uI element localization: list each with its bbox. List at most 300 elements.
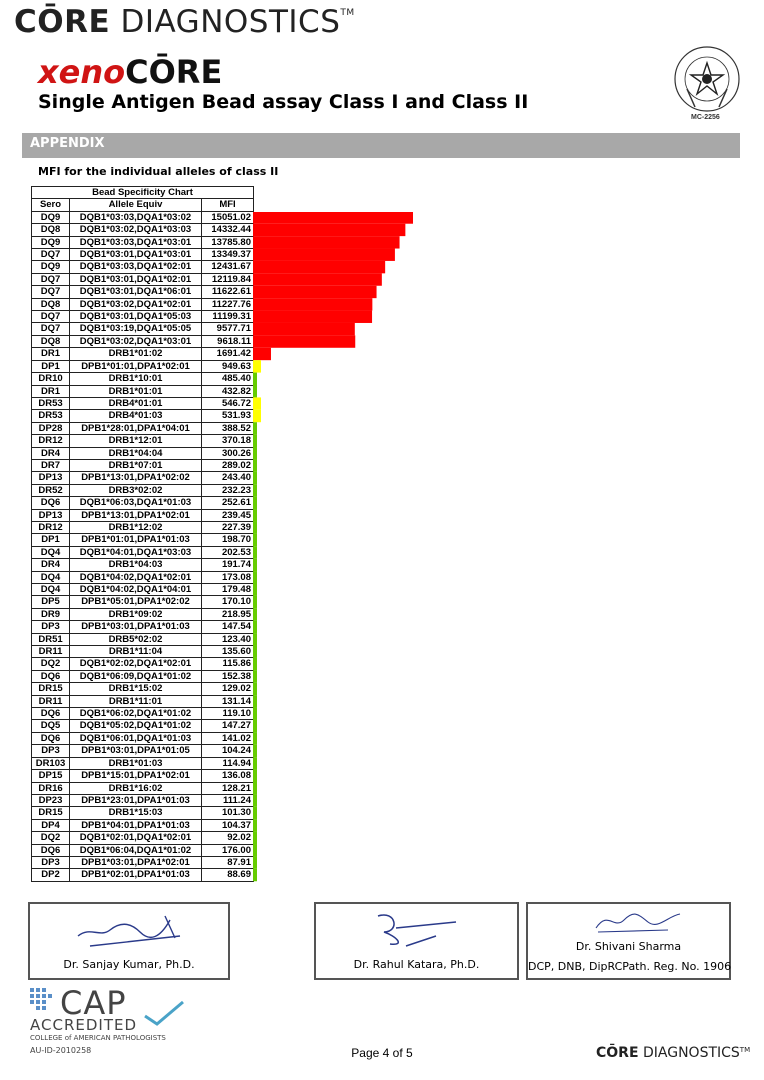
mfi-cell: 14332.44 — [202, 224, 254, 236]
allele-cell: DRB1*01:03 — [70, 757, 202, 769]
mfi-cell: 173.08 — [202, 571, 254, 583]
allele-cell: DRB1*16:02 — [70, 782, 202, 794]
allele-cell: DRB1*12:01 — [70, 435, 202, 447]
table-row — [32, 335, 254, 347]
mfi-bar — [253, 534, 257, 546]
sero-cell: DQ6 — [32, 844, 70, 856]
allele-cell: DQB1*03:02,DQA1*03:03 — [70, 224, 202, 236]
allele-cell: DQB1*02:01,DQA1*02:01 — [70, 832, 202, 844]
sero-cell: DP3 — [32, 856, 70, 868]
sero-cell: DP1 — [32, 534, 70, 546]
sero-cell: DP28 — [32, 422, 70, 434]
sero-cell: DR11 — [32, 695, 70, 707]
allele-cell: DPB1*23:01,DPA1*01:03 — [70, 794, 202, 806]
table-row — [32, 323, 254, 335]
sero-cell: DQ6 — [32, 708, 70, 720]
mfi-bar — [253, 646, 257, 658]
cap-logo-text: CAP — [60, 984, 127, 1022]
cap-id: AU-ID-2010258 — [30, 1046, 92, 1055]
sero-cell: DP3 — [32, 621, 70, 633]
mfi-cell: 11227.76 — [202, 298, 254, 310]
allele-cell: DPB1*03:01,DPA1*02:01 — [70, 856, 202, 868]
mfi-cell: 11199.31 — [202, 311, 254, 323]
table-row — [32, 794, 254, 806]
sero-cell: DQ5 — [32, 720, 70, 732]
table-caption: Bead Specificity Chart — [32, 187, 254, 199]
allele-cell: DQB1*03:02,DQA1*02:01 — [70, 298, 202, 310]
table-row — [32, 596, 254, 608]
sero-cell: DR1 — [32, 348, 70, 360]
allele-cell: DPB1*13:01,DPA1*02:01 — [70, 509, 202, 521]
allele-cell: DPB1*05:01,DPA1*02:02 — [70, 596, 202, 608]
mfi-bar — [253, 584, 257, 596]
mfi-cell: 88.69 — [202, 869, 254, 881]
sero-cell: DR4 — [32, 559, 70, 571]
mfi-bar — [253, 708, 257, 720]
header-mfi: MFI — [202, 199, 254, 211]
allele-cell: DRB1*09:02 — [70, 608, 202, 620]
signatory-2-name: Dr. Rahul Katara, Ph.D. — [353, 958, 480, 971]
cap-full-name: COLLEGE of AMERICAN PATHOLOGISTS — [30, 1034, 166, 1042]
sero-cell: DQ8 — [32, 298, 70, 310]
mfi-bar — [253, 273, 382, 285]
mfi-bar — [253, 683, 257, 695]
mfi-bar — [253, 447, 257, 459]
table-row — [32, 211, 254, 223]
page-number: Page 4 of 5 — [351, 1046, 413, 1060]
table-row — [32, 273, 254, 285]
mfi-cell: 388.52 — [202, 422, 254, 434]
sero-cell: DP2 — [32, 869, 70, 881]
mfi-bar — [253, 484, 257, 496]
table-row — [32, 546, 254, 558]
table-row — [32, 621, 254, 633]
mfi-bar — [253, 782, 257, 794]
allele-cell: DQB1*03:19,DQA1*05:05 — [70, 323, 202, 335]
allele-cell: DRB1*15:02 — [70, 683, 202, 695]
allele-cell: DRB5*02:02 — [70, 633, 202, 645]
allele-cell: DPB1*01:01,DPA1*02:01 — [70, 360, 202, 372]
mfi-cell: 191.74 — [202, 559, 254, 571]
signature-box-2 — [314, 902, 519, 980]
mfi-bar — [253, 844, 257, 856]
sero-cell: DQ7 — [32, 249, 70, 261]
allele-cell: DQB1*03:01,DQA1*06:01 — [70, 286, 202, 298]
sero-cell: DQ9 — [32, 211, 70, 223]
mfi-bar — [253, 261, 385, 273]
mfi-cell: 135.60 — [202, 646, 254, 658]
mfi-cell: 12431.67 — [202, 261, 254, 273]
mfi-cell: 147.54 — [202, 621, 254, 633]
table-row — [32, 646, 254, 658]
mfi-bar — [253, 335, 355, 347]
allele-cell: DPB1*15:01,DPA1*02:01 — [70, 770, 202, 782]
table-row — [32, 732, 254, 744]
mfi-cell: 176.00 — [202, 844, 254, 856]
allele-cell: DQB1*04:02,DQA1*04:01 — [70, 584, 202, 596]
cap-accredited: ACCREDITED — [30, 1016, 138, 1034]
sero-cell: DQ9 — [32, 236, 70, 248]
mfi-cell: 129.02 — [202, 683, 254, 695]
mfi-cell: 252.61 — [202, 497, 254, 509]
table-row — [32, 720, 254, 732]
accreditation-code: MC-2256 — [691, 114, 720, 121]
table-row — [32, 373, 254, 385]
allele-cell: DQB1*04:01,DQA1*03:03 — [70, 546, 202, 558]
mfi-bar — [253, 794, 257, 806]
mfi-cell: 289.02 — [202, 459, 254, 471]
mfi-cell: 12119.84 — [202, 273, 254, 285]
core-diagnostics-logo: CŌRE DIAGNOSTICS™ — [14, 4, 355, 40]
table-row — [32, 348, 254, 360]
table-row — [32, 683, 254, 695]
mfi-cell: 243.40 — [202, 472, 254, 484]
mfi-cell: 300.26 — [202, 447, 254, 459]
mfi-bar — [253, 298, 372, 310]
header-sero: Sero — [32, 199, 70, 211]
sero-cell: DR15 — [32, 807, 70, 819]
signature-2-icon — [366, 906, 466, 952]
sero-cell: DQ4 — [32, 571, 70, 583]
sero-cell: DQ7 — [32, 273, 70, 285]
mfi-bar — [253, 348, 271, 360]
table-row — [32, 807, 254, 819]
mfi-cell: 949.63 — [202, 360, 254, 372]
allele-cell: DQB1*03:03,DQA1*02:01 — [70, 261, 202, 273]
table-row — [32, 559, 254, 571]
sero-cell: DR52 — [32, 484, 70, 496]
mfi-bar — [253, 732, 257, 744]
allele-cell: DRB1*15:03 — [70, 807, 202, 819]
sero-cell: DQ4 — [32, 584, 70, 596]
mfi-cell: 227.39 — [202, 521, 254, 533]
sero-cell: DR10 — [32, 373, 70, 385]
table-row — [32, 757, 254, 769]
sero-cell: DP1 — [32, 360, 70, 372]
table-row — [32, 819, 254, 831]
mfi-bar — [253, 695, 257, 707]
table-row — [32, 410, 254, 422]
mfi-bar — [253, 869, 257, 881]
table-row — [32, 521, 254, 533]
mfi-cell: 1691.42 — [202, 348, 254, 360]
mfi-cell: 15051.02 — [202, 211, 254, 223]
allele-cell: DQB1*06:03,DQA1*01:03 — [70, 497, 202, 509]
sero-cell: DR53 — [32, 410, 70, 422]
mfi-cell: 13785.80 — [202, 236, 254, 248]
mfi-bar — [253, 658, 257, 670]
signature-1-icon — [70, 908, 190, 952]
allele-cell: DRB1*11:04 — [70, 646, 202, 658]
sero-cell: DQ8 — [32, 335, 70, 347]
mfi-cell: 111.24 — [202, 794, 254, 806]
sero-cell: DQ2 — [32, 832, 70, 844]
allele-cell: DPB1*02:01,DPA1*01:03 — [70, 869, 202, 881]
table-row — [32, 633, 254, 645]
table-row — [32, 286, 254, 298]
mfi-bar — [253, 670, 257, 682]
sero-cell: DQ6 — [32, 670, 70, 682]
allele-cell: DQB1*03:01,DQA1*05:03 — [70, 311, 202, 323]
table-row — [32, 770, 254, 782]
table-row — [32, 571, 254, 583]
sero-cell: DQ4 — [32, 546, 70, 558]
sero-cell: DR15 — [32, 683, 70, 695]
mfi-bar — [253, 410, 261, 422]
mfi-cell: 9577.71 — [202, 323, 254, 335]
allele-cell: DRB1*01:02 — [70, 348, 202, 360]
table-row — [32, 509, 254, 521]
mfi-bar — [253, 856, 257, 868]
mfi-bar — [253, 497, 257, 509]
table-row — [32, 447, 254, 459]
mfi-bar — [253, 596, 257, 608]
mfi-bar — [253, 770, 257, 782]
sero-cell: DQ7 — [32, 323, 70, 335]
signatory-1-name: Dr. Sanjay Kumar, Ph.D. — [63, 958, 195, 971]
mfi-bar — [253, 249, 395, 261]
allele-cell: DRB3*02:02 — [70, 484, 202, 496]
sero-cell: DP13 — [32, 472, 70, 484]
sero-cell: DR1 — [32, 385, 70, 397]
nabl-seal-icon — [673, 45, 741, 113]
signature-box-3 — [526, 902, 731, 980]
mfi-bar — [253, 559, 257, 571]
allele-cell: DQB1*02:02,DQA1*02:01 — [70, 658, 202, 670]
section-label: MFI for the individual alleles of class II — [38, 165, 279, 178]
footer-logo: CŌRE DIAGNOSTICS™ — [596, 1045, 751, 1061]
table-row — [32, 695, 254, 707]
table-row — [32, 435, 254, 447]
table-row — [32, 397, 254, 409]
sero-cell: DR9 — [32, 608, 70, 620]
table-row — [32, 856, 254, 868]
mfi-cell: 147.27 — [202, 720, 254, 732]
allele-cell: DRB1*04:03 — [70, 559, 202, 571]
mfi-cell: 115.86 — [202, 658, 254, 670]
bead-specificity-table — [31, 186, 254, 882]
xenocore-logo: xenoCŌRE — [38, 53, 223, 91]
table-row — [32, 422, 254, 434]
mfi-bar — [253, 435, 257, 447]
table-row — [32, 708, 254, 720]
allele-cell: DQB1*05:02,DQA1*01:02 — [70, 720, 202, 732]
mfi-bar — [253, 807, 257, 819]
sero-cell: DQ7 — [32, 286, 70, 298]
signature-3-icon — [588, 906, 688, 936]
sero-cell: DQ6 — [32, 732, 70, 744]
mfi-cell: 104.24 — [202, 745, 254, 757]
mfi-cell: 218.95 — [202, 608, 254, 620]
allele-cell: DRB1*11:01 — [70, 695, 202, 707]
mfi-bar — [253, 720, 257, 732]
sero-cell: DP3 — [32, 745, 70, 757]
mfi-bar-chart — [253, 212, 433, 890]
table-row — [32, 298, 254, 310]
allele-cell: DRB1*04:04 — [70, 447, 202, 459]
mfi-cell: 202.53 — [202, 546, 254, 558]
mfi-bar — [253, 621, 257, 633]
allele-cell: DRB1*01:01 — [70, 385, 202, 397]
table-row — [32, 497, 254, 509]
sero-cell: DP23 — [32, 794, 70, 806]
mfi-bar — [253, 236, 400, 248]
allele-cell: DQB1*03:01,DQA1*03:01 — [70, 249, 202, 261]
sero-cell: DP15 — [32, 770, 70, 782]
mfi-bar — [253, 571, 257, 583]
allele-cell: DRB4*01:01 — [70, 397, 202, 409]
mfi-bar — [253, 360, 261, 372]
signature-box-1 — [28, 902, 230, 980]
sero-cell: DR7 — [32, 459, 70, 471]
sero-cell: DR51 — [32, 633, 70, 645]
table-row — [32, 869, 254, 881]
table-row — [32, 745, 254, 757]
table-row — [32, 782, 254, 794]
allele-cell: DPB1*04:01,DPA1*01:03 — [70, 819, 202, 831]
allele-cell: DRB1*10:01 — [70, 373, 202, 385]
allele-cell: DQB1*06:01,DQA1*01:03 — [70, 732, 202, 744]
mfi-bar — [253, 521, 257, 533]
mfi-cell: 131.14 — [202, 695, 254, 707]
mfi-bar — [253, 224, 405, 236]
signatory-3-credentials: DCP, DNB, DipRCPath. Reg. No. 1906 — [528, 960, 732, 973]
cap-check-icon — [143, 1000, 185, 1026]
sero-cell: DQ9 — [32, 261, 70, 273]
table-row — [32, 261, 254, 273]
table-row — [32, 385, 254, 397]
allele-cell: DRB1*12:02 — [70, 521, 202, 533]
sero-cell: DR53 — [32, 397, 70, 409]
table-row — [32, 608, 254, 620]
mfi-cell: 198.70 — [202, 534, 254, 546]
mfi-cell: 179.48 — [202, 584, 254, 596]
mfi-cell: 123.40 — [202, 633, 254, 645]
mfi-cell: 239.45 — [202, 509, 254, 521]
mfi-bar — [253, 745, 257, 757]
sero-cell: DR16 — [32, 782, 70, 794]
mfi-bar — [253, 323, 355, 335]
appendix-banner — [22, 133, 740, 158]
table-row — [32, 459, 254, 471]
allele-cell: DRB1*07:01 — [70, 459, 202, 471]
table-row — [32, 224, 254, 236]
table-row — [32, 658, 254, 670]
table-row — [32, 832, 254, 844]
mfi-bar — [253, 373, 257, 385]
sero-cell: DR12 — [32, 435, 70, 447]
mfi-bar — [253, 212, 413, 224]
mfi-bar — [253, 546, 257, 558]
mfi-cell: 104.37 — [202, 819, 254, 831]
mfi-bar — [253, 311, 372, 323]
sero-cell: DR103 — [32, 757, 70, 769]
cap-dots-icon — [28, 986, 58, 1016]
mfi-cell: 152.38 — [202, 670, 254, 682]
header-allele: Allele Equiv — [70, 199, 202, 211]
mfi-cell: 13349.37 — [202, 249, 254, 261]
allele-cell: DPB1*03:01,DPA1*01:03 — [70, 621, 202, 633]
table-row — [32, 360, 254, 372]
allele-cell: DQB1*03:02,DQA1*03:01 — [70, 335, 202, 347]
table-row — [32, 484, 254, 496]
mfi-cell: 546.72 — [202, 397, 254, 409]
mfi-cell: 232.23 — [202, 484, 254, 496]
mfi-cell: 432.82 — [202, 385, 254, 397]
table-row — [32, 584, 254, 596]
sero-cell: DR4 — [32, 447, 70, 459]
sero-cell: DR12 — [32, 521, 70, 533]
allele-cell: DQB1*03:03,DQA1*03:01 — [70, 236, 202, 248]
allele-cell: DQB1*06:09,DQA1*01:02 — [70, 670, 202, 682]
sero-cell: DP13 — [32, 509, 70, 521]
sero-cell: DR11 — [32, 646, 70, 658]
mfi-cell: 170.10 — [202, 596, 254, 608]
table-row — [32, 534, 254, 546]
mfi-cell: 9618.11 — [202, 335, 254, 347]
mfi-cell: 11622.61 — [202, 286, 254, 298]
table-row — [32, 472, 254, 484]
mfi-bar — [253, 757, 257, 769]
allele-cell: DPB1*13:01,DPA1*02:02 — [70, 472, 202, 484]
mfi-bar — [253, 472, 257, 484]
allele-cell: DRB4*01:03 — [70, 410, 202, 422]
mfi-bar — [253, 509, 257, 521]
mfi-bar — [253, 608, 257, 620]
sero-cell: DQ2 — [32, 658, 70, 670]
mfi-cell: 141.02 — [202, 732, 254, 744]
allele-cell: DPB1*01:01,DPA1*01:03 — [70, 534, 202, 546]
signatory-3-name: Dr. Shivani Sharma — [575, 940, 682, 953]
allele-cell: DQB1*03:03,DQA1*03:02 — [70, 211, 202, 223]
table-row — [32, 236, 254, 248]
sero-cell: DQ7 — [32, 311, 70, 323]
mfi-cell: 114.94 — [202, 757, 254, 769]
mfi-bar — [253, 832, 257, 844]
mfi-bar — [253, 819, 257, 831]
allele-cell: DPB1*28:01,DPA1*04:01 — [70, 422, 202, 434]
mfi-cell: 101.30 — [202, 807, 254, 819]
allele-cell: DQB1*06:02,DQA1*01:02 — [70, 708, 202, 720]
mfi-cell: 128.21 — [202, 782, 254, 794]
mfi-cell: 119.10 — [202, 708, 254, 720]
table-row — [32, 311, 254, 323]
table-row — [32, 844, 254, 856]
mfi-cell: 485.40 — [202, 373, 254, 385]
sero-cell: DQ6 — [32, 497, 70, 509]
mfi-bar — [253, 286, 377, 298]
mfi-bar — [253, 397, 261, 409]
allele-cell: DQB1*06:04,DQA1*01:02 — [70, 844, 202, 856]
sero-cell: DQ8 — [32, 224, 70, 236]
table-row — [32, 249, 254, 261]
report-subtitle: Single Antigen Bead assay Class I and Class II — [38, 91, 529, 113]
table-row — [32, 670, 254, 682]
mfi-cell: 92.02 — [202, 832, 254, 844]
mfi-cell: 370.18 — [202, 435, 254, 447]
mfi-cell: 531.93 — [202, 410, 254, 422]
mfi-bar — [253, 633, 257, 645]
allele-cell: DQB1*04:02,DQA1*02:01 — [70, 571, 202, 583]
sero-cell: DP5 — [32, 596, 70, 608]
allele-cell: DQB1*03:01,DQA1*02:01 — [70, 273, 202, 285]
mfi-bar — [253, 385, 257, 397]
mfi-cell: 136.08 — [202, 770, 254, 782]
allele-cell: DPB1*03:01,DPA1*01:05 — [70, 745, 202, 757]
mfi-bar — [253, 422, 257, 434]
appendix-title: APPENDIX — [30, 136, 105, 151]
mfi-bar — [253, 459, 257, 471]
